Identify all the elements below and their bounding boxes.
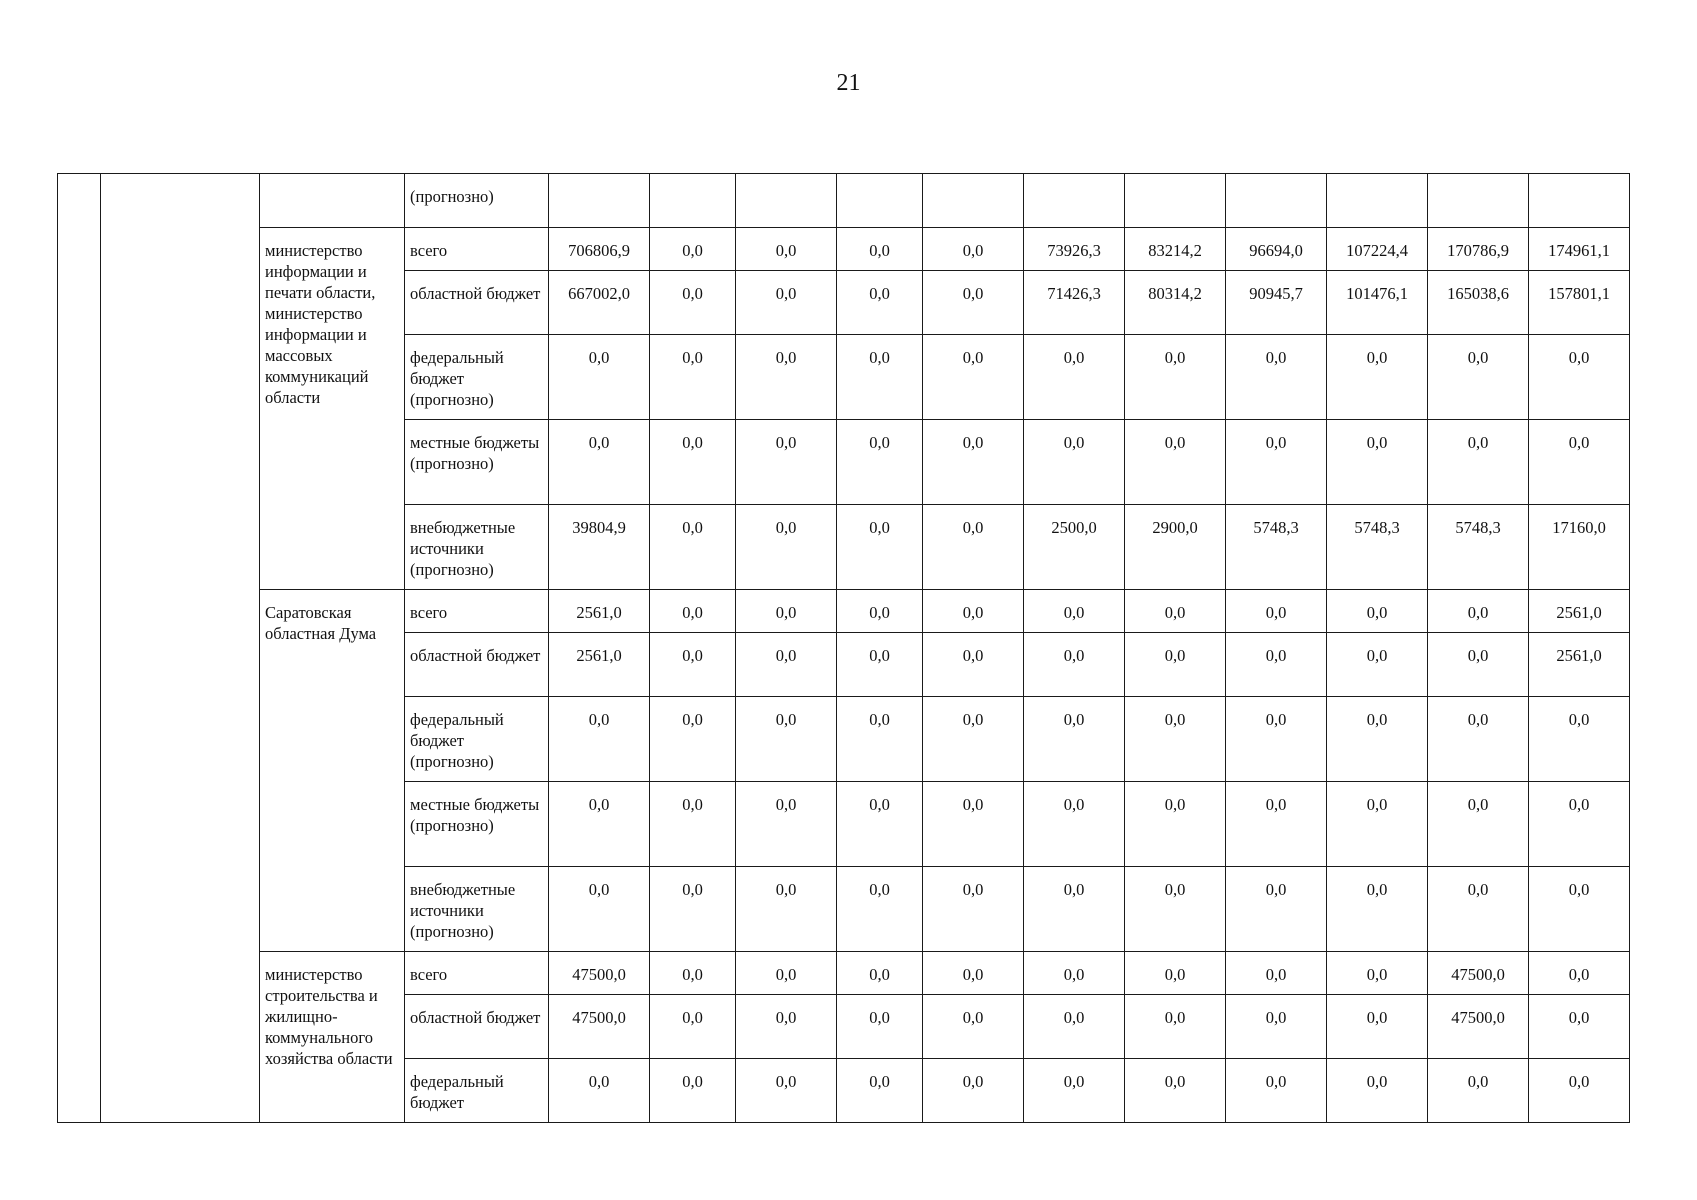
value-cell: 0,0 [549, 420, 650, 505]
executor-cell: министерство строительства и жилищно-коммунального хозяйства области [260, 952, 405, 1123]
value-cell [837, 174, 923, 228]
value-cell: 39804,9 [549, 505, 650, 590]
table-row [58, 590, 1630, 633]
value-cell: 0,0 [736, 633, 837, 697]
value-cell: 0,0 [923, 271, 1024, 335]
value-cell: 0,0 [1327, 697, 1428, 782]
value-cell: 0,0 [1024, 335, 1125, 420]
number-cell [58, 174, 101, 1123]
value-cell [549, 174, 650, 228]
value-cell: 90945,7 [1226, 271, 1327, 335]
value-cell: 0,0 [650, 420, 736, 505]
value-cell: 0,0 [1327, 995, 1428, 1059]
value-cell: 5748,3 [1226, 505, 1327, 590]
value-cell: 0,0 [736, 505, 837, 590]
value-cell: 0,0 [1226, 590, 1327, 633]
value-cell [923, 174, 1024, 228]
funding-source-cell: федеральный бюджет [405, 1059, 549, 1123]
value-cell: 0,0 [837, 867, 923, 952]
value-cell: 0,0 [923, 782, 1024, 867]
executor-cell: министерство информации и печати области, министерство информации и массовых коммуникаций области [260, 228, 405, 590]
value-cell: 2561,0 [549, 590, 650, 633]
value-cell: 0,0 [1428, 633, 1529, 697]
funding-source-cell: областной бюджет [405, 271, 549, 335]
value-cell: 0,0 [923, 1059, 1024, 1123]
value-cell: 0,0 [923, 952, 1024, 995]
value-cell: 0,0 [1024, 420, 1125, 505]
funding-source-cell: (прогнозно) [405, 174, 549, 228]
value-cell: 0,0 [1428, 1059, 1529, 1123]
funding-source-cell: внебюджетные источники (прогнозно) [405, 505, 549, 590]
value-cell: 667002,0 [549, 271, 650, 335]
value-cell: 0,0 [1024, 1059, 1125, 1123]
value-cell: 0,0 [650, 782, 736, 867]
value-cell: 174961,1 [1529, 228, 1630, 271]
value-cell: 0,0 [1125, 590, 1226, 633]
value-cell: 0,0 [1529, 335, 1630, 420]
value-cell: 0,0 [1428, 590, 1529, 633]
value-cell: 0,0 [923, 697, 1024, 782]
value-cell: 0,0 [736, 867, 837, 952]
value-cell: 2561,0 [1529, 633, 1630, 697]
value-cell: 0,0 [1226, 867, 1327, 952]
value-cell: 0,0 [1125, 995, 1226, 1059]
value-cell: 0,0 [923, 228, 1024, 271]
value-cell: 107224,4 [1327, 228, 1428, 271]
value-cell: 0,0 [1125, 633, 1226, 697]
executor-cell [260, 174, 405, 228]
value-cell [1125, 174, 1226, 228]
value-cell: 0,0 [549, 1059, 650, 1123]
value-cell: 0,0 [1428, 335, 1529, 420]
value-cell: 0,0 [736, 782, 837, 867]
value-cell: 0,0 [837, 1059, 923, 1123]
value-cell: 0,0 [1024, 867, 1125, 952]
value-cell: 2561,0 [549, 633, 650, 697]
value-cell: 0,0 [837, 697, 923, 782]
funding-source-cell: внебюджетные источники (прогнозно) [405, 867, 549, 952]
table-row [58, 952, 1630, 995]
funding-source-cell: областной бюджет [405, 995, 549, 1059]
value-cell: 0,0 [736, 335, 837, 420]
value-cell: 0,0 [837, 420, 923, 505]
budget-table [57, 173, 1630, 1123]
value-cell: 706806,9 [549, 228, 650, 271]
value-cell: 5748,3 [1428, 505, 1529, 590]
value-cell: 0,0 [650, 335, 736, 420]
value-cell: 0,0 [736, 228, 837, 271]
value-cell: 0,0 [1327, 420, 1428, 505]
value-cell: 165038,6 [1428, 271, 1529, 335]
value-cell: 47500,0 [1428, 995, 1529, 1059]
value-cell [1428, 174, 1529, 228]
value-cell: 0,0 [923, 420, 1024, 505]
value-cell: 0,0 [736, 590, 837, 633]
value-cell: 0,0 [1125, 867, 1226, 952]
value-cell: 0,0 [650, 995, 736, 1059]
value-cell: 0,0 [1428, 782, 1529, 867]
value-cell: 170786,9 [1428, 228, 1529, 271]
value-cell: 2561,0 [1529, 590, 1630, 633]
value-cell: 0,0 [1428, 867, 1529, 952]
value-cell [1529, 174, 1630, 228]
program-name-cell [101, 174, 260, 1123]
value-cell: 0,0 [837, 228, 923, 271]
value-cell: 2500,0 [1024, 505, 1125, 590]
value-cell: 0,0 [837, 271, 923, 335]
value-cell: 0,0 [1428, 420, 1529, 505]
table-row [58, 174, 1630, 228]
value-cell: 0,0 [650, 697, 736, 782]
value-cell: 0,0 [1226, 1059, 1327, 1123]
value-cell: 0,0 [736, 995, 837, 1059]
funding-source-cell: всего [405, 590, 549, 633]
funding-source-cell: всего [405, 228, 549, 271]
value-cell: 73926,3 [1024, 228, 1125, 271]
value-cell: 80314,2 [1125, 271, 1226, 335]
value-cell: 0,0 [1226, 633, 1327, 697]
value-cell: 0,0 [837, 335, 923, 420]
value-cell: 47500,0 [1428, 952, 1529, 995]
page-number: 21 [836, 70, 861, 96]
value-cell: 0,0 [923, 590, 1024, 633]
value-cell: 0,0 [736, 1059, 837, 1123]
value-cell: 0,0 [650, 867, 736, 952]
value-cell: 0,0 [1529, 867, 1630, 952]
value-cell: 0,0 [837, 590, 923, 633]
value-cell: 0,0 [650, 590, 736, 633]
value-cell: 0,0 [736, 952, 837, 995]
value-cell: 0,0 [1327, 782, 1428, 867]
executor-cell: Саратовская областная Дума [260, 590, 405, 952]
value-cell [1024, 174, 1125, 228]
value-cell: 5748,3 [1327, 505, 1428, 590]
value-cell: 0,0 [1327, 1059, 1428, 1123]
value-cell: 0,0 [837, 782, 923, 867]
value-cell: 0,0 [736, 271, 837, 335]
value-cell: 0,0 [1529, 952, 1630, 995]
value-cell: 0,0 [650, 505, 736, 590]
value-cell: 0,0 [1024, 633, 1125, 697]
value-cell: 47500,0 [549, 995, 650, 1059]
value-cell: 0,0 [650, 1059, 736, 1123]
value-cell: 0,0 [1125, 1059, 1226, 1123]
table-row [58, 228, 1630, 271]
value-cell: 0,0 [1327, 590, 1428, 633]
value-cell: 0,0 [923, 335, 1024, 420]
value-cell: 0,0 [837, 952, 923, 995]
value-cell: 71426,3 [1024, 271, 1125, 335]
value-cell: 0,0 [1529, 782, 1630, 867]
value-cell: 0,0 [923, 995, 1024, 1059]
value-cell: 0,0 [1226, 995, 1327, 1059]
value-cell: 0,0 [1226, 335, 1327, 420]
value-cell: 0,0 [837, 505, 923, 590]
funding-source-cell: всего [405, 952, 549, 995]
value-cell: 0,0 [1024, 697, 1125, 782]
funding-source-cell: местные бюджеты (прогнозно) [405, 782, 549, 867]
value-cell: 0,0 [837, 633, 923, 697]
value-cell: 0,0 [1327, 633, 1428, 697]
value-cell: 101476,1 [1327, 271, 1428, 335]
value-cell: 0,0 [1529, 995, 1630, 1059]
funding-source-cell: федеральный бюджет (прогнозно) [405, 335, 549, 420]
value-cell: 0,0 [1226, 952, 1327, 995]
value-cell: 0,0 [549, 697, 650, 782]
value-cell: 0,0 [923, 867, 1024, 952]
value-cell: 17160,0 [1529, 505, 1630, 590]
value-cell: 0,0 [1024, 782, 1125, 867]
value-cell: 0,0 [549, 782, 650, 867]
value-cell: 0,0 [549, 867, 650, 952]
value-cell: 0,0 [1125, 952, 1226, 995]
value-cell: 0,0 [1428, 697, 1529, 782]
value-cell: 0,0 [1529, 1059, 1630, 1123]
value-cell: 0,0 [1024, 590, 1125, 633]
value-cell: 0,0 [1125, 335, 1226, 420]
value-cell: 0,0 [1226, 697, 1327, 782]
value-cell: 0,0 [736, 697, 837, 782]
value-cell [1327, 174, 1428, 228]
value-cell [1226, 174, 1327, 228]
value-cell: 83214,2 [1125, 228, 1226, 271]
value-cell: 0,0 [650, 633, 736, 697]
value-cell: 0,0 [837, 995, 923, 1059]
value-cell: 0,0 [1125, 420, 1226, 505]
funding-source-cell: местные бюджеты (прогнозно) [405, 420, 549, 505]
value-cell [736, 174, 837, 228]
value-cell: 0,0 [1024, 995, 1125, 1059]
value-cell: 47500,0 [549, 952, 650, 995]
value-cell: 0,0 [1125, 697, 1226, 782]
value-cell: 96694,0 [1226, 228, 1327, 271]
value-cell: 0,0 [923, 633, 1024, 697]
value-cell: 0,0 [736, 420, 837, 505]
value-cell: 0,0 [1226, 420, 1327, 505]
value-cell: 0,0 [1327, 952, 1428, 995]
value-cell: 0,0 [1125, 782, 1226, 867]
value-cell: 0,0 [1327, 335, 1428, 420]
value-cell: 0,0 [1529, 697, 1630, 782]
value-cell [650, 174, 736, 228]
value-cell: 0,0 [1327, 867, 1428, 952]
value-cell: 0,0 [1226, 782, 1327, 867]
funding-source-cell: федеральный бюджет (прогнозно) [405, 697, 549, 782]
value-cell: 0,0 [923, 505, 1024, 590]
value-cell: 0,0 [1529, 420, 1630, 505]
value-cell: 0,0 [650, 228, 736, 271]
value-cell: 0,0 [1024, 952, 1125, 995]
funding-source-cell: областной бюджет [405, 633, 549, 697]
value-cell: 0,0 [650, 952, 736, 995]
value-cell: 0,0 [650, 271, 736, 335]
value-cell: 0,0 [549, 335, 650, 420]
value-cell: 2900,0 [1125, 505, 1226, 590]
value-cell: 157801,1 [1529, 271, 1630, 335]
